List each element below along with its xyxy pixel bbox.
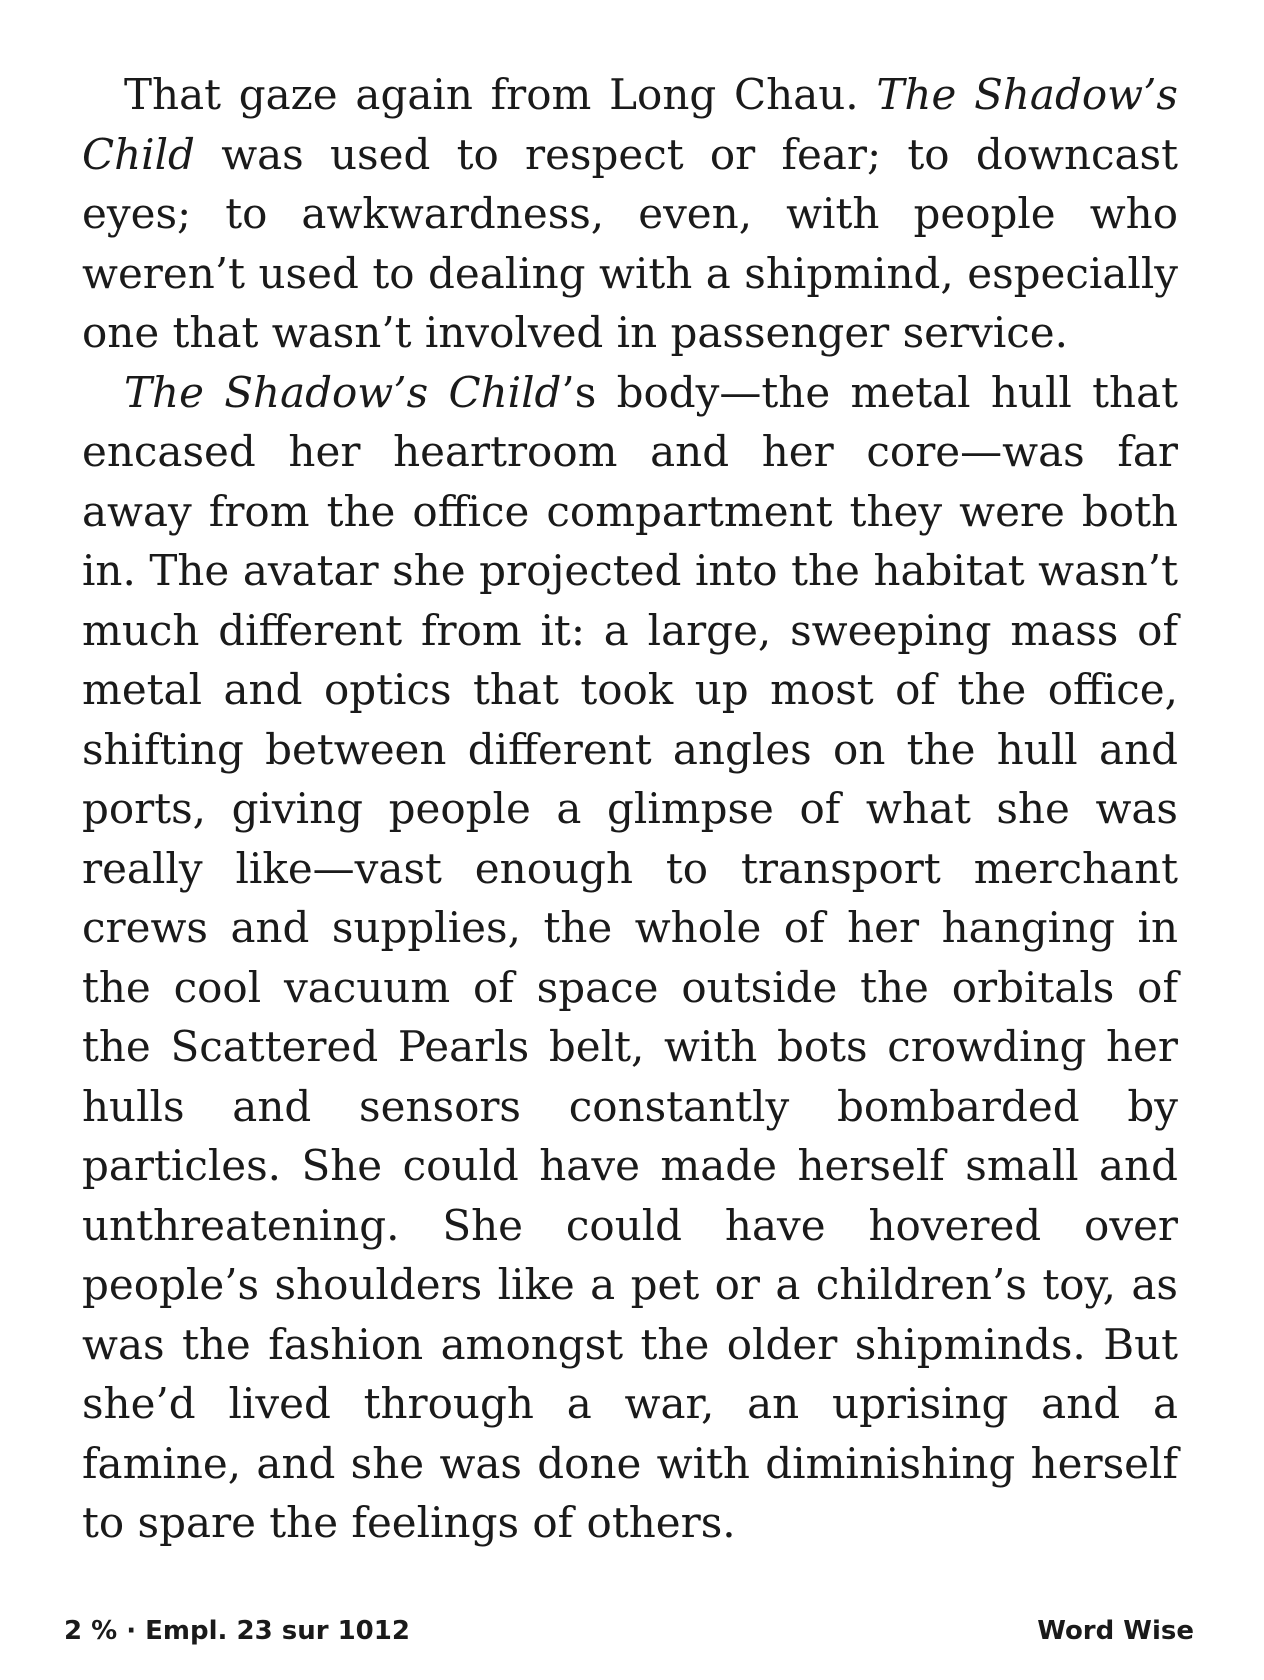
paragraph-1	[82, 65, 1178, 363]
reading-page	[82, 65, 1178, 1553]
paragraph-2-text: ’s body—the metal hull that encased her heartroom and her core—was far away from the office compartment they were both in. The avatar she projected into the habitat wasn’t much different from it: a large, sweeping mass of metal and optics that took up most of the office, shifting between different angles on the hull and ports, giving people a glimpse of what she was really like—vast enough to transport merchant crews and supplies, the whole of her hanging in the cool vacuum of space outside the orbitals of the Scattered Pearls belt, with bots crowding her hulls and sensors constantly bombarded by particles. She could have made herself small and unthreatening. She could have hovered over people’s shoulders like a pet or a children’s toy, as was the fashion amongst the older shipminds. But she’d lived through a war, an uprising and a famine, and she was done with diminishing herself to spare the feelings of others.	[82, 367, 1178, 1547]
paragraph-1-ship-name: The Shadow’s Child	[82, 70, 1178, 179]
reader-footer	[64, 1611, 1194, 1651]
reading-progress[interactable]: 2 % · Empl. 23 sur 1012	[64, 1616, 410, 1646]
paragraph-2	[82, 363, 1178, 1553]
paragraph-1-text-a: That gaze again from Long Chau.	[124, 70, 877, 119]
paragraph-1-text-b: was used to respect or fear; to downcast eyes; to awkwardness, even, with people who weren’t used to dealing with a shipmind, especially one that wasn’t involved in passenger service.	[82, 129, 1178, 357]
paragraph-2-ship-name: The Shadow’s Child	[124, 367, 562, 417]
word-wise-button[interactable]: Word Wise	[1037, 1616, 1194, 1646]
